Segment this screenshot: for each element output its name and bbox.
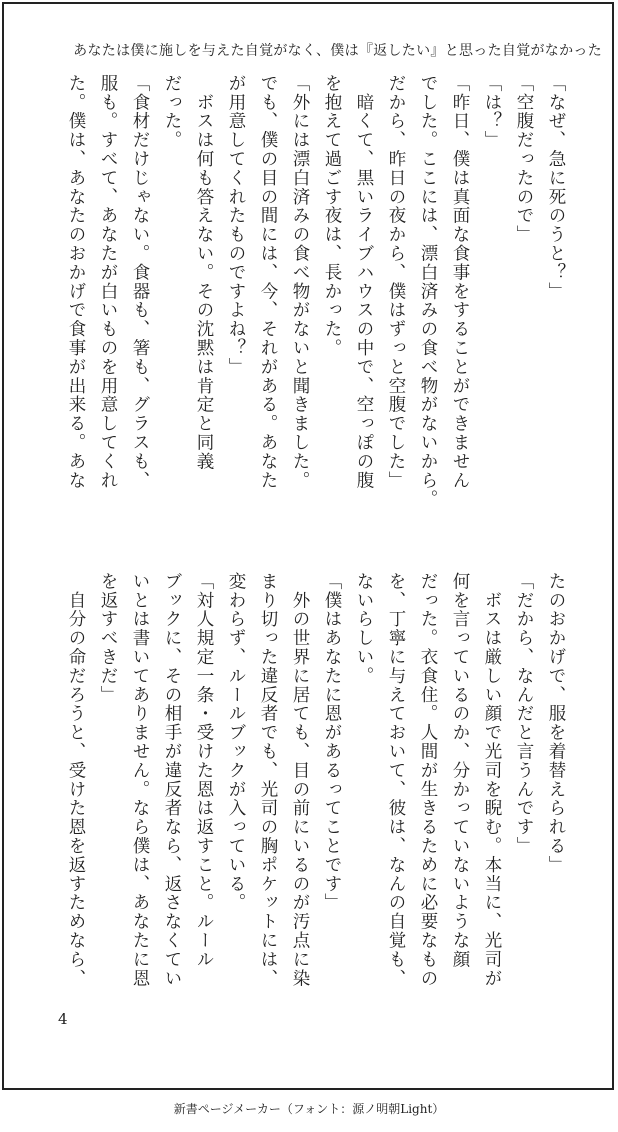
footer-credit: 新書ページメーカー（フォント：源ノ明朝Light）: [173, 1102, 445, 1116]
text-line: 変わらず、ルールブックが入っている。: [226, 572, 246, 913]
text-line: だから、昨日の夜から、僕はずっと空腹でした」: [386, 74, 406, 490]
text-line: た。僕は、あなたのおかげで食事が出来る。あな: [66, 74, 86, 490]
text-line: 「だから、なんだと言うんです」: [514, 572, 534, 856]
text-line: が用意してくれたものですよね？」: [226, 74, 246, 377]
running-header: あなたは僕に施しを与えた自覚がなく、僕は『返したい』と思った自覚がなかった: [73, 43, 602, 59]
text-line: いとは書いてありません。なら僕は、あなたに恩: [130, 572, 150, 988]
book-page: [2, 2, 614, 1090]
text-line: ボスは何も答えない。その沈黙は肯定と同義: [194, 74, 214, 471]
text-line: 何を言っているのか、分かっていないような顔: [450, 572, 470, 969]
text-line: まり切った違反者でも、光司の胸ポケットには、: [258, 572, 278, 988]
text-line: を抱えて過ごす夜は、長かった。: [322, 74, 342, 358]
text-line: を、丁寧に与えておいて、彼は、なんの自覚も、: [386, 572, 406, 988]
text-line: でも、僕の目の間には、今、それがある。あなた: [258, 74, 278, 490]
text-line: 「は？」: [482, 74, 502, 150]
text-line: 「昨日、僕は真面な食事をすることができません: [450, 74, 470, 490]
page-number: 4: [58, 1010, 68, 1028]
text-line: 服も。すべて、あなたが白いものを用意してくれ: [98, 74, 118, 490]
text-line: 「なぜ、急に死のうと？」: [546, 74, 566, 301]
text-line: ボスは厳しい顔で光司を睨む。本当に、光司が: [482, 572, 502, 988]
text-line: ないらしい。: [354, 572, 374, 686]
text-line: だった。衣食住。人間が生きるために必要なもの: [418, 572, 438, 988]
text-line: 「外には漂白済みの食べ物がないと聞きました。: [290, 74, 310, 490]
text-line: たのおかげで、服を着替えられる」: [546, 572, 566, 875]
text-line: でした。ここには、漂白済みの食べ物がないから。: [418, 74, 438, 509]
upper-text-block: [60, 74, 572, 524]
text-line: 暗くて、黒いライブハウスの中で、空っぽの腹: [354, 74, 374, 490]
text-line: 「対人規定一条・受けた恩は返すこと。ルール: [194, 572, 214, 969]
lower-text-block: [60, 572, 572, 1022]
text-line: 「食材だけじゃない。食器も、箸も、グラスも、: [130, 74, 150, 490]
text-line: 「空腹だったので」: [514, 74, 534, 245]
text-line: 「僕はあなたに恩があるってことです」: [322, 572, 342, 913]
text-line: 外の世界に居ても、目の前にいるのが汚点に染: [290, 572, 310, 988]
text-line: を返すべきだ」: [98, 572, 118, 705]
text-line: だった。: [162, 74, 182, 150]
text-line: ブックに、その相手が違反者なら、返さなくてい: [162, 572, 182, 988]
text-line: 自分の命だろうと、受けた恩を返すためなら、: [66, 572, 86, 988]
